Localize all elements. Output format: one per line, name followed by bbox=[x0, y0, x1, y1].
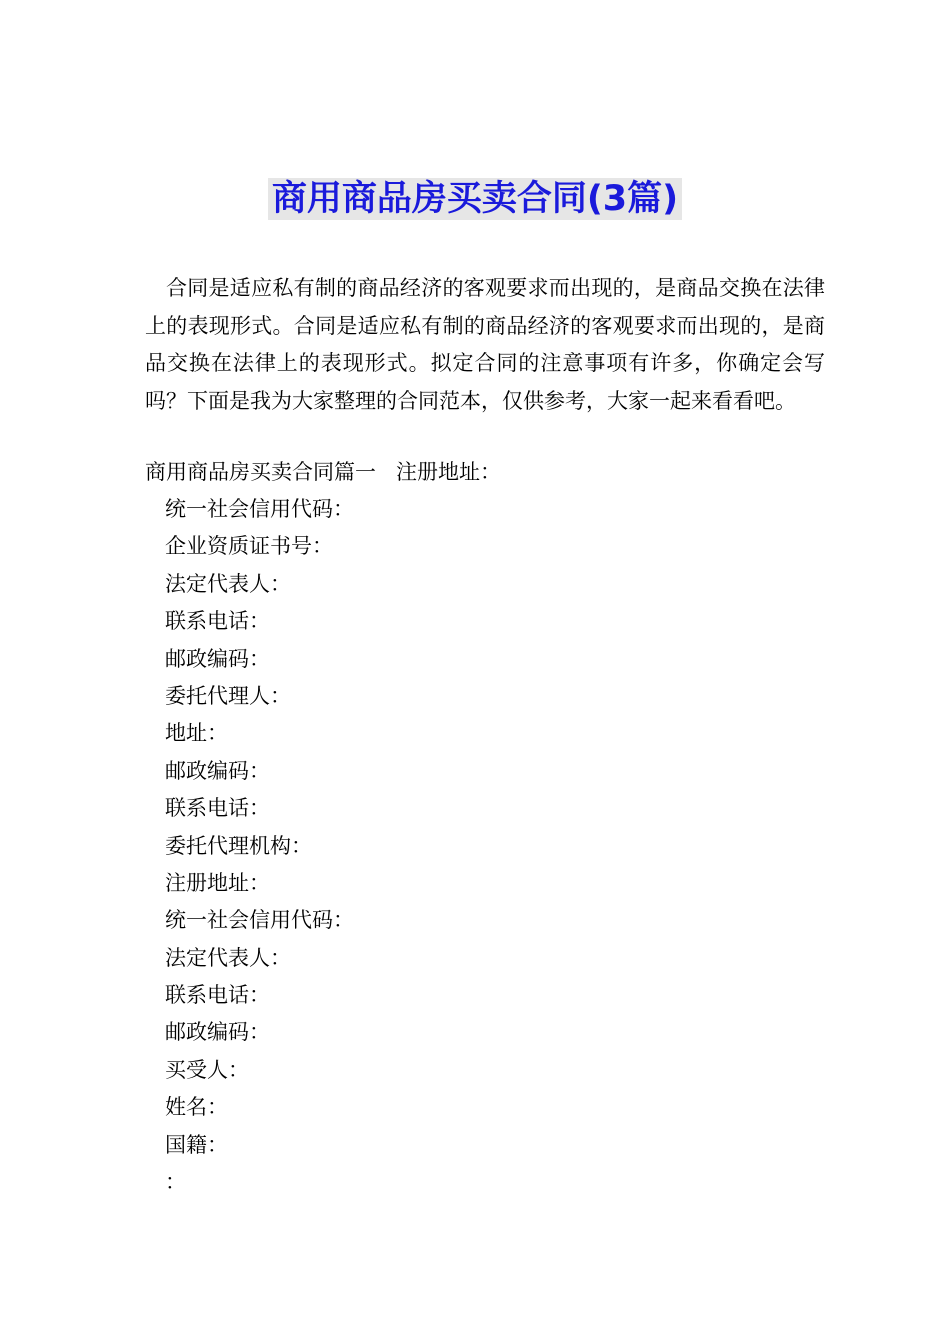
field-line: ： bbox=[165, 1170, 186, 1195]
section-heading-line bbox=[145, 457, 501, 487]
field-line: 统一社会信用代码： bbox=[165, 908, 354, 933]
field-line: 联系电话： bbox=[165, 983, 270, 1008]
field-line: 买受人： bbox=[165, 1057, 249, 1082]
field-line: 委托代理机构： bbox=[165, 833, 312, 858]
field-line: 委托代理人： bbox=[165, 683, 291, 708]
field-line: 邮政编码： bbox=[165, 758, 270, 783]
field-line: 法定代表人： bbox=[165, 945, 291, 970]
title-container bbox=[0, 178, 950, 220]
field-line: 姓名： bbox=[165, 1095, 228, 1120]
field-line: 联系电话： bbox=[165, 796, 270, 821]
field-line: 国籍： bbox=[165, 1132, 228, 1157]
field-line: 地址： bbox=[165, 721, 228, 746]
section-heading: 商用商品房买卖合同篇一 bbox=[145, 460, 376, 484]
field-line: 法定代表人： bbox=[165, 571, 291, 596]
field-line: 注册地址： bbox=[165, 870, 270, 895]
intro-paragraph: 合同是适应私有制的商品经济的客观要求而出现的，是商品交换在法律上的表现形式。合同是适应私有制的商品经济的客观要求而出现的，是商品交换在法律上的表现形式。拟定合同的注意事项有许多，你确定会写吗？下面是我为大家整理的合同范本，仅供参考，大家一起来看看吧。 bbox=[145, 276, 825, 413]
field-line: 企业资质证书号： bbox=[165, 534, 333, 559]
field-line: 邮政编码： bbox=[165, 646, 270, 671]
field-line: 统一社会信用代码： bbox=[165, 497, 354, 521]
field-line: 联系电话： bbox=[165, 609, 270, 634]
contract-field-list bbox=[165, 494, 354, 1204]
field-line: 邮政编码： bbox=[165, 1020, 270, 1045]
section-first-field: 注册地址： bbox=[396, 460, 502, 484]
document-title: 商用商品房买卖合同(3篇) bbox=[268, 178, 682, 220]
